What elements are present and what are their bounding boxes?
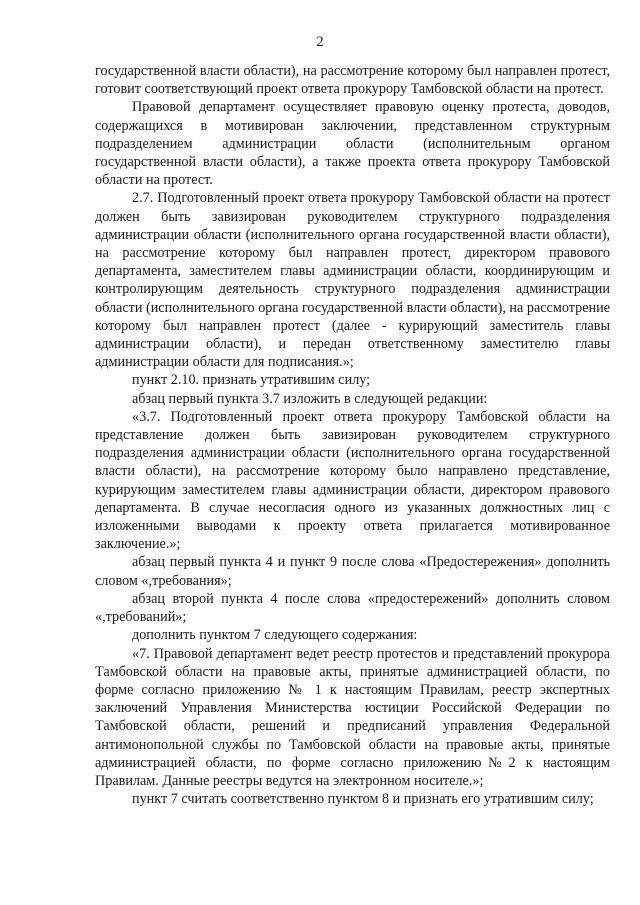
paragraph: Правовой департамент осуществляет правовую оценку протеста, доводов, содержащихся в мотивирован заключении, представленном структурным подразделением администрации области (исполнительным органом государственной власти области), а также проекта ответа прокурору Тамбовской области на протест. xyxy=(95,99,610,189)
paragraph: 2.7. Подготовленный проект ответа прокурору Тамбовской области на протест должен быть завизирован руководителем структурного подразделения администрации области (исполнительного органа государственной власти области), на рассмотрение которому был направлен протест, директором правового департамента, заместителем главы администрации области, координирующим и контролирующим деятельность структурного подразделения администрации области (исполнительного органа государственной власти области), на рассмотрение которому был направлен протест (далее - курирующий заместитель главы администрации области), и передан ответственному заместителю главы администрации области для подписания.»; xyxy=(95,190,610,371)
paragraph: абзац первый пункта 4 и пункт 9 после слова «Предостережения» дополнить словом «,требования»; xyxy=(95,554,610,589)
paragraph: пункт 2.10. признать утратившим силу; xyxy=(132,372,371,389)
paragraph: абзац первый пункта 3.7 изложить в следующей редакции: xyxy=(132,390,488,407)
page-number: 2 xyxy=(316,34,324,50)
paragraph: государственной власти области), на рассмотрение которому был направлен протест, готовит соответствующий проект ответа прокурору Тамбовской области на протест. xyxy=(95,63,610,98)
paragraph: пункт 7 считать соответственно пунктом 8 и признать его утратившим силу; xyxy=(132,791,594,808)
paragraph: дополнить пунктом 7 следующего содержания: xyxy=(132,627,418,644)
paragraph: «3.7. Подготовленный проект ответа прокурору Тамбовской области на представление должен быть завизирован руководителем структурного подразделения администрации области (исполнительного органа государственной власти области), на рассмотрение которому было направлено представление, курирующим заместителем главы администрации области, директором правового департамента. В случае несогласия одного из указанных должностных лиц с изложенными выводами к проекту ответа прилагается мотивированное заключение.»; xyxy=(95,408,610,553)
paragraph: «7. Правовой департамент ведет реестр протестов и представлений прокурора Тамбовской области на правовые акты, принятые администрацией области, по форме согласно приложению № 1 к настоящим Правилам, реестр экспертных заключений Управления Министерства юстиции Российской Федерации по Тамбовской области, решений и предписаний управления Федеральной антимонопольной службы по Тамбовской области на правовые акты, принятые администрацией области, по форме согласно приложению№2 к настоящим Правилам. Данные реестры ведутся на электронном носителе.»; xyxy=(95,645,610,789)
document-body xyxy=(95,62,610,808)
paragraph: абзац второй пункта 4 после слова «предостережений» дополнить словом «,требований»; xyxy=(95,590,610,626)
